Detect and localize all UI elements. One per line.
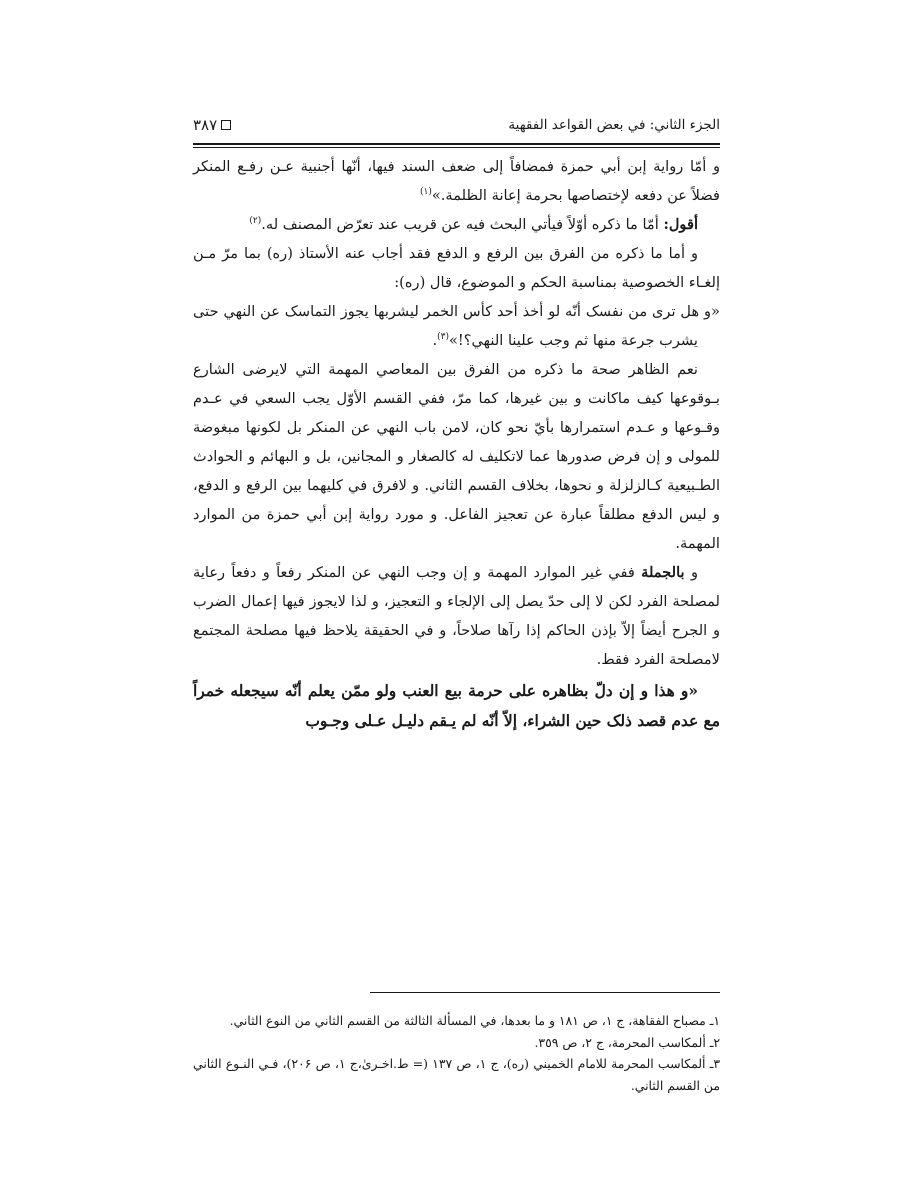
footnote-ref-1: (١) [419, 187, 432, 198]
paragraph-1 [193, 152, 720, 210]
page-number [193, 116, 231, 134]
paragraph-2-text: أمّا ما ذكره أوّلاً فيأتي البحث فيه عن قريب عند تعرّض المصنف له. [261, 216, 664, 233]
paragraph-5 [193, 355, 720, 558]
square-icon [221, 120, 231, 130]
paragraph-5-text: نعم الظاهر صحة ما ذكره من الفرق بين المعاصي المهمة التي لايرضى الشارع بـوقوعها كيف ماكانت و بين غيرها، كما مرّ، ففي القسم الأوّل يجب السعي في عـدم وقـوعها و عـدم استمرارها بأيّ نحو كان، لامن باب النهي عن المنكر بل لكونها مبغوضة للمولى و إن فرض صدورها عما لاتكليف له كالصغار و المجانين، بل و البهائم و الحوادث الطـبيعية كـالزلزلة و نحوها، بخلاف القسم الثاني. و لافرق في كليهما بين الرفع و الدفع، و ليس الدفع مطلقاً عبارة عن تعجيز الفاعل. و مورد رواية إبن أبي حمزة من الموارد المهمة. [193, 361, 720, 552]
paragraph-6-prefix: و [684, 564, 699, 581]
footnote-ref-2: (٢) [249, 216, 262, 227]
quote-1-tail: . [432, 332, 438, 349]
quote-1 [193, 297, 720, 355]
paragraph-2 [193, 210, 720, 239]
paragraph-6-lead: بالجملة [641, 564, 685, 581]
footnote-ref-3: (٣) [437, 332, 449, 343]
paragraph-2-lead: أقول: [663, 216, 698, 233]
paragraph-6 [193, 558, 720, 674]
paragraph-1-text: و أمّا رواية إبن أبي حمزة فمضافاً إلى ضعف السند فيها، أنّها أجنبية عـن رفـع المنكر فضلاً عن دفعه لإختصاصها بحرمة إعانة الظلمة.» [193, 158, 720, 204]
quote-1-text: «و هل ترى من نفسک أنّه لو أخذ أحد کأس الخمر ليشربها يجوز التماسک عن النهي حتى يشرب جرعة منها ثم وجب علينا النهي؟!» [193, 303, 720, 349]
header-rule-thin [193, 147, 720, 148]
footnotes [193, 1010, 720, 1096]
paragraph-6-text: ففي غير الموارد المهمة و إن وجب النهي عن المنكر رفعاً و دفعاً رعاية لمصلحة الفرد لكن لا إلى حدّ يصل إلى الإلجاء و التعجيز، و لذا لايجوز فيها إعمال الضرب و الجرح أيضاً إلاّ بإذن الحاكم إذا رآها صلاحاً، و في الحقيقة يلاحظ فيها مصلحة المجتمع لامصلحة الفرد فقط. [193, 564, 720, 668]
quote-2-text: «و هذا و إن دلّ بظاهره على حرمة بيع العنب ولو ممّن يعلم أنّه سيجعله خمراً مع عدم قصد ذلک حين الشراء، إلاّ أنّه لم يـقم دليـل عـلى وجـوب [193, 682, 720, 730]
page-number-text: ٣٨٧ [193, 116, 218, 134]
quote-2 [193, 676, 720, 736]
body-text [193, 152, 720, 736]
page-header [193, 114, 720, 142]
paragraph-3 [193, 239, 720, 297]
footnote-1: ١ـ مصباح الفقاهة، ج ١، ص ١٨١ و ما بعدها، في المسألة الثالثة من القسم الثاني من النوع الثاني. [229, 1013, 720, 1028]
footnote-3: ٣ـ ألمكاسب المحرمة للامام الخميني (ره)، ج ١، ص ١٣٧ (= ط.اخـرىٰ،ج ١، ص ٢٠۶)، فـي النـوع الثاني من القسم الثاني. [193, 1056, 721, 1093]
running-title: الجزء الثاني: في بعض القواعد الفقهية [508, 117, 720, 133]
paragraph-3-text: و أما ما ذكره من الفرق بين الرفع و الدفع فقد أجاب عنه الأستاذ (ره) بما مرّ مـن إلغـاء الخصوصية بمناسبة الحكم و الموضوع، قال (ره): [193, 245, 720, 291]
header-rule [193, 143, 720, 145]
footnote-rule [370, 992, 720, 993]
footnote-2: ٢ـ ألمكاسب المحرمة، ج ٢، ص ٣٥٩. [534, 1034, 720, 1050]
